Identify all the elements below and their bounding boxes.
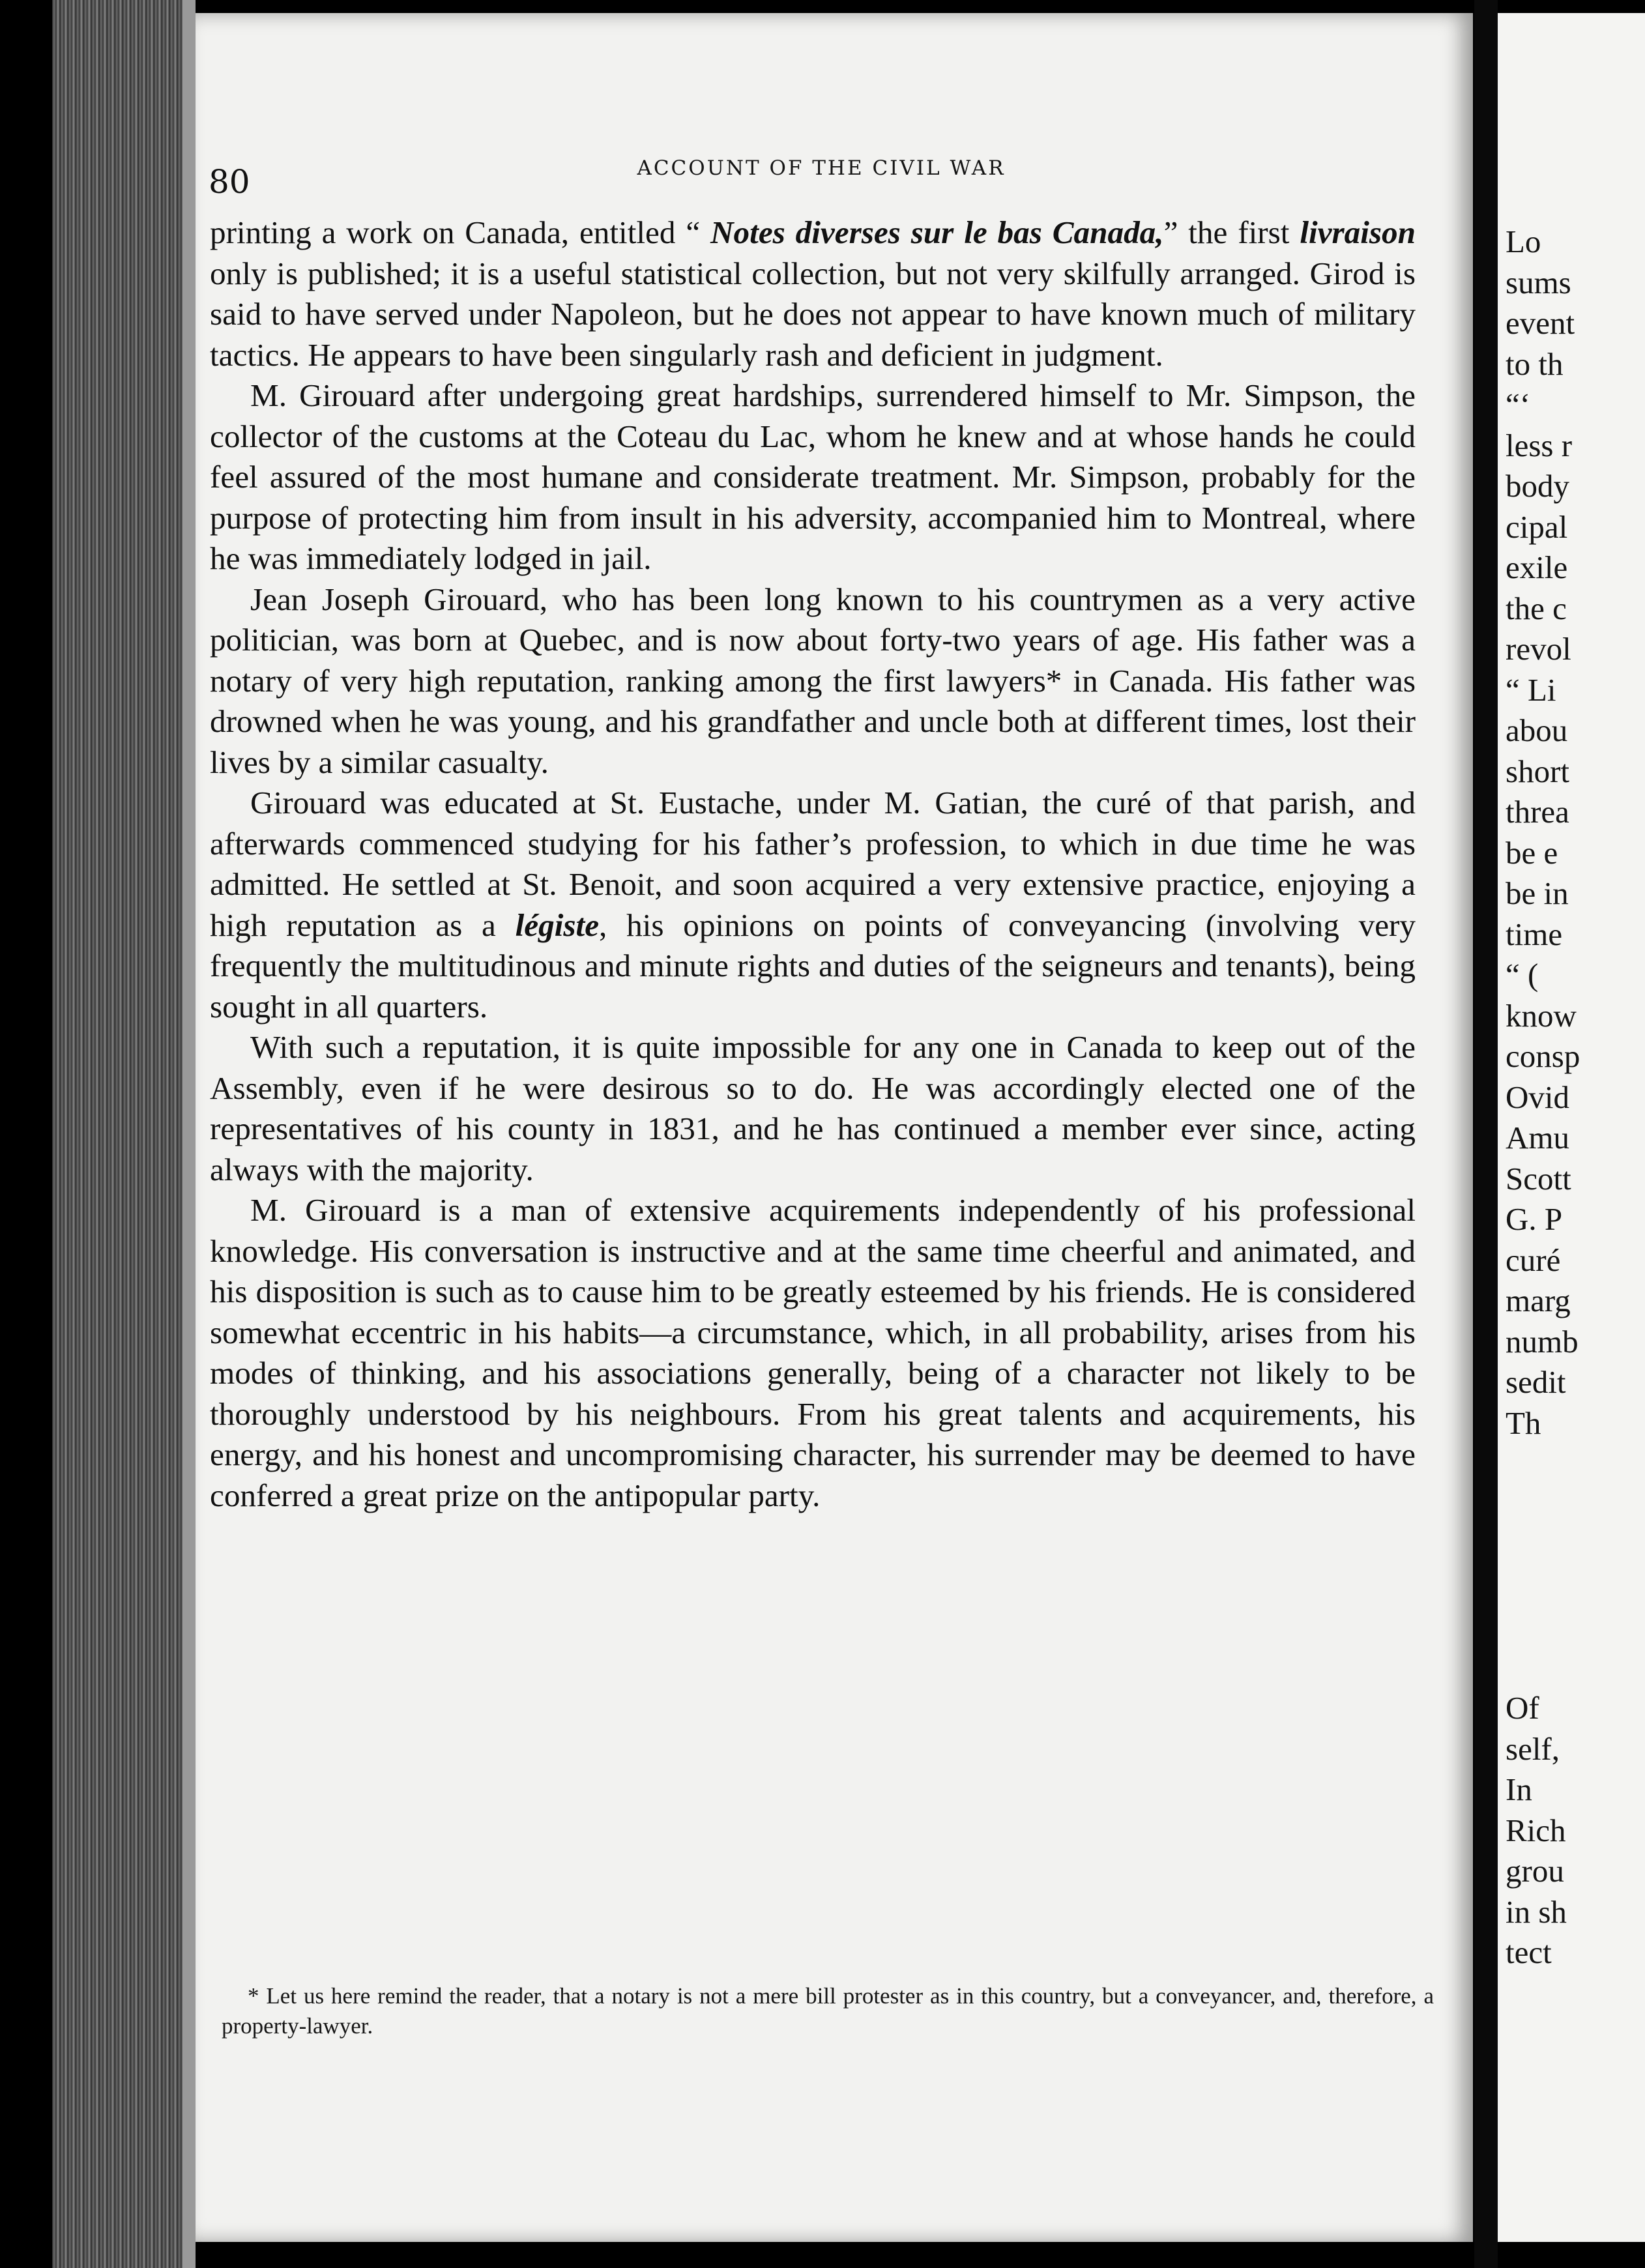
facing-line-fragment: self,	[1506, 1730, 1560, 1767]
facing-line-fragment: cipal	[1506, 508, 1568, 545]
text-run: Jean Joseph Girouard, who has been long known to his countrymen as a very active politician, was born at Quebec, and is now about forty-two years of age. His father was a notary of very high reputation, ranking among the first lawyers* in Canada. His father was drowned when he was young, and his grandfather and uncle both at different times, lost their lives by a similar casualty.	[210, 581, 1416, 780]
facing-line-fragment: Of	[1506, 1690, 1539, 1726]
text-run: Girouard was educated at St. Eustache, under M. Gatian, the curé of that parish, and afterwards commenced studying for his father’s profession, to which in due time he was admitted. He settled at St. Benoit, and soon acquired a very extensive practice, enjoying a high reputation as a	[210, 785, 1416, 943]
facing-line-fragment: Ovid	[1506, 1079, 1569, 1115]
text-run: only is published; it is a useful statistical collection, but not very skilfully arranged. Girod is said to have served under Napoleon, but he does not appear to have known much of military tactics. He appears to have been singularly rash and deficient in judgment.	[210, 255, 1416, 373]
facing-line-fragment: marg	[1506, 1283, 1571, 1318]
facing-line-fragment: numb	[1506, 1323, 1579, 1359]
facing-line-fragment: “‘	[1506, 386, 1531, 422]
text-run: M. Girouard is a man of extensive acquirements independently of his professional knowledge. His conversation is instructive and at the same time cheerful and animated, and his disposition is such as to cause him to be greatly esteemed by his friends. He is considered somewhat eccentric in his habits—a circumstance, which, in all probability, arises from his modes of thinking, and his associations generally, being of a character not likely to be thoroughly understood by his neighbours. From his great talents and acquirements, his energy, and his honest and uncompromising character, his surrender may be deemed to have conferred a great prize on the antipopular party.	[210, 1192, 1416, 1513]
facing-line-fragment: time	[1506, 916, 1563, 952]
facing-page	[1498, 13, 1645, 2242]
facing-line-fragment: G. P	[1506, 1201, 1563, 1237]
facing-line-fragment: Amu	[1506, 1120, 1569, 1156]
facing-line-fragment: body	[1506, 468, 1569, 504]
page-number: 80	[209, 163, 250, 201]
facing-line-fragment: the c	[1506, 590, 1567, 626]
facing-line-fragment: Lo	[1506, 224, 1541, 259]
facing-line-fragment: sums	[1506, 264, 1571, 300]
facing-line-fragment: Scott	[1506, 1160, 1571, 1197]
italic-phrase: légiste	[515, 907, 600, 943]
paragraph	[210, 579, 1416, 783]
paragraph	[210, 1190, 1416, 1516]
facing-line-fragment: know	[1506, 997, 1577, 1034]
text-run: printing a work on Canada, entitled “	[210, 214, 711, 250]
running-head: ACCOUNT OF THE CIVIL WAR	[637, 156, 1006, 180]
book-page-edges	[52, 0, 182, 2268]
facing-line-fragment: event	[1506, 305, 1575, 341]
footnote	[222, 1981, 1434, 2041]
paragraph	[210, 783, 1416, 1027]
facing-page-text-fragments	[1506, 222, 1645, 1973]
italic-phrase: livraison	[1300, 214, 1416, 250]
paragraph	[210, 375, 1416, 579]
facing-line-fragment: exile	[1506, 549, 1568, 585]
facing-line-fragment: curé	[1506, 1242, 1561, 1278]
facing-line-fragment: Th	[1506, 1404, 1541, 1441]
facing-line-fragment: consp	[1506, 1038, 1580, 1074]
text-run: , his opinions on points of conveyancing (involving very frequently the multitudinous and minute rights and duties of the seigneurs and tenants), being sought in all quarters.	[210, 907, 1416, 1025]
facing-line-fragment: “ Li	[1506, 671, 1556, 708]
facing-line-fragment: “ (	[1506, 957, 1539, 993]
book-gutter	[1474, 0, 1498, 2268]
facing-line-fragment: grou	[1506, 1853, 1564, 1889]
facing-line-fragment: tect	[1506, 1934, 1552, 1970]
main-text-body	[210, 212, 1416, 1516]
paragraph	[210, 212, 1416, 375]
facing-line-fragment: in sh	[1506, 1893, 1567, 1930]
spacer	[1506, 1444, 1645, 1688]
facing-line-fragment: be e	[1506, 834, 1558, 871]
facing-line-fragment: short	[1506, 753, 1569, 789]
facing-line-fragment: sedit	[1506, 1364, 1566, 1400]
facing-line-fragment: less r	[1506, 427, 1573, 463]
italic-phrase: Notes diverses sur le bas Canada,	[710, 214, 1164, 250]
facing-line-fragment: abou	[1506, 712, 1568, 748]
text-run: ” the first	[1163, 214, 1300, 250]
facing-line-fragment: to th	[1506, 345, 1564, 382]
book-edge-highlight	[182, 0, 196, 2268]
footnote-text: * Let us here remind the reader, that a notary is not a mere bill protester as in this country, but a conveyancer, and, therefore, a property-lawyer.	[222, 1983, 1434, 2039]
facing-line-fragment: be in	[1506, 875, 1569, 911]
text-run: M. Girouard after undergoing great hardships, surrendered himself to Mr. Simpson, the collector of the customs at the Coteau du Lac, whom he knew and at whose hands he could feel assured of the most humane and considerate treatment. Mr. Simpson, probably for the purpose of protecting him from insult in his adversity, accompanied him to Montreal, where he was immediately lodged in jail.	[210, 377, 1416, 576]
facing-line-fragment: Rich	[1506, 1812, 1566, 1848]
text-run: With such a reputation, it is quite impossible for any one in Canada to keep out of the Assembly, even if he were desirous so to do. He was accordingly elected one of the representatives of his county in 1831, and he has continued a member ever since, acting always with the majority.	[210, 1029, 1416, 1187]
facing-line-fragment: In	[1506, 1771, 1532, 1807]
paragraph	[210, 1027, 1416, 1190]
facing-line-fragment: revol	[1506, 631, 1571, 667]
facing-line-fragment: threa	[1506, 794, 1569, 830]
